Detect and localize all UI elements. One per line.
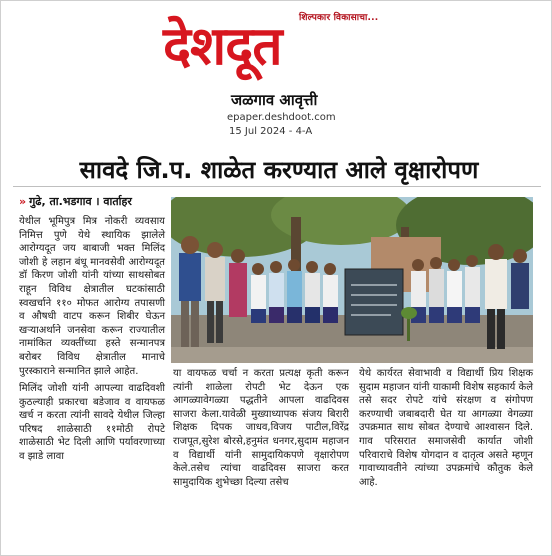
byline-text: गुढे, ता.भडगाव । वार्ताहर — [29, 195, 132, 208]
article-paragraph-1: येथील भूमिपुत्र मित्र नोकरी व्यवसाय निमित्त पुणे येथे स्थायिक झालेले आरोग्यदूत जय बाबाजी भक्त मिलिंद जोशी हे लहान बंधू मानवसेवी आरोग्यदूत डॉ किरण जोशी यांनी यांच्या साथसोबत राहून विविध क्षेत्रातील घटकांसाठी स्वखर्चाने ११० मोफत आरोग्य तपासणी व औषधी वाटप करून शिबीर घेऊन खऱ्याअर्थाने जनसेवा करून राज्यातील नामांकित व्यक्तींच्या हस्ते सन्मानपत्र बरोबर विविध क्षेत्रातील मानाचे पुरस्काराने सन्मानित झाले आहेत. — [19, 216, 165, 377]
byline-arrow-icon: » — [19, 195, 27, 208]
headline-divider — [13, 186, 541, 187]
masthead-tagline: शिल्पकार विकासाचा... — [299, 13, 379, 23]
newspaper-logo: देशदूत — [163, 16, 282, 77]
article-headline: सावदे जि.प. शाळेत करण्यात आले वृक्षारोपण — [79, 156, 479, 184]
article-photo — [171, 197, 533, 363]
article-paragraph-3: या वायफळ चर्चा न करता प्रत्यक्ष कृती करून त्यांनी शाळेला रोपटी भेट देऊन एक आगळ्यावेगळ्या पद्धतीने आपला वाढदिवस साजरा केला.यावेळी मुख्याध्यापक संजय बिरारी शिक्षक दिपक जाधव,विजय पाटील,विरेंद्र राजपूत,सुरेश बोरसे,हनुमंत धनगर,सुदाम महाजन व विद्यार्थी यांनी सामुदायिकपणे वृक्षारोपण केले.तसेच त्यांचा वाढदिवस साजरा करत सामुदायिक शुभेच्छा दिल्या तसेच — [173, 368, 349, 488]
tree-plantation-photo — [171, 197, 533, 363]
edition-name: जळगाव आवृत्ती — [231, 91, 318, 109]
epaper-url: epaper.deshdoot.com — [227, 112, 336, 123]
article-paragraph-4: येथे कार्यरत सेवाभावी व विद्यार्थी प्रिय शिक्षक सुदाम महाजन यांनी याकामी विशेष सहकार्य केले तसे सदर रोपटे यांचे संरक्षण व संगोपण करण्याची जबाबदारी घेत या आगळ्या वेगळ्या उपक्रमात साथ सोबत देण्याचे आश्वासन दिले. गाव परिसरात समाजसेवी कार्यात जोशी परिवाराचे विशेष योगदान व दातृत्व असते म्हणून गावाच्यावतीने त्यांच्या उपक्रमांचे कौतुक केले आहे. — [359, 368, 533, 488]
publication-date: 15 Jul 2024 - 4-A — [229, 126, 313, 137]
article-paragraph-2: मिलिंद जोशी यांनी आपल्या वाढदिवशी कुठल्याही प्रकारचा बडेजाव व वायफळ खर्च न करता त्यांनी सावदे येथील जिल्हा परिषद शाळेसाठी ११मोठी रोपटे शाळेसाठी भेट दिली आणि पर्यावरणाच्या व झाडे लावा — [19, 383, 165, 462]
article-byline — [19, 194, 132, 209]
